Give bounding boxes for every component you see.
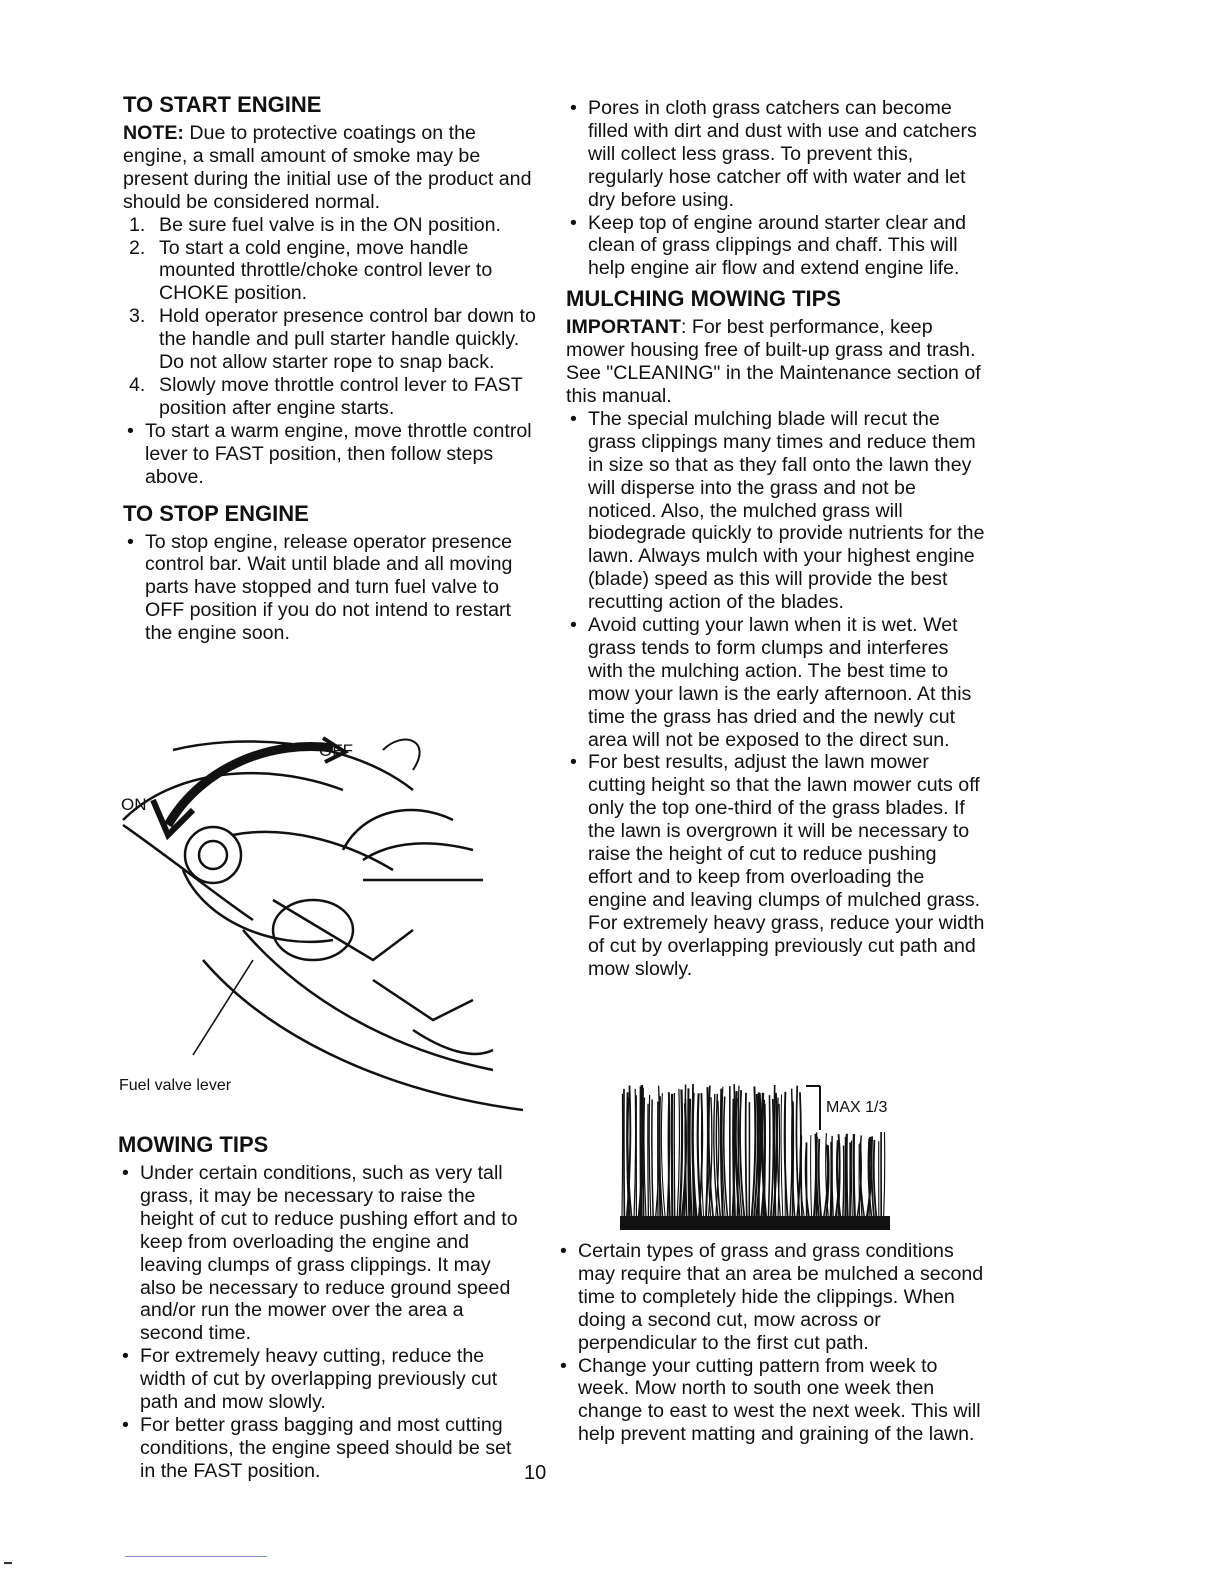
mowing-tip-text: For extremely heavy cutting, reduce the width of cut by overlapping previously cut path and mow slowly. xyxy=(140,1345,498,1414)
list-item xyxy=(556,1355,986,1447)
fuel-line xyxy=(363,843,473,860)
bottom-tip-text: Change your cutting pattern from week to week. Mow north to south one week then change to east to west the next week. This will help prevent matting and graining of the lawn. xyxy=(578,1354,981,1446)
grass-blade xyxy=(680,1089,682,1218)
grass-blade xyxy=(622,1094,623,1218)
grass-blade xyxy=(847,1134,848,1218)
max-label: MAX 1/3 xyxy=(826,1099,888,1116)
grass-blade xyxy=(781,1095,783,1218)
stop-engine-heading: TO STOP ENGINE xyxy=(123,500,309,526)
stop-item-text: To stop engine, release operator presence control bar. Wait until blade and all moving parts have stopped and turn fuel valve to OFF position if you do not intend to restart the engine soon. xyxy=(145,530,513,645)
grass-blade xyxy=(811,1135,812,1218)
mulch-tip-text: The special mulching blade will recut the grass clippings many times and reduce them in size so that as they fall onto the lawn they will disperse into the grass and not be noticed. Also, the mulched grass will biodegrade quickly to provide nutrients for the lawn. Always mulch with your highest engine (blade) speed as this will provide the best recutting action of the blades. xyxy=(588,407,985,614)
start-engine-heading: TO START ENGINE xyxy=(123,92,322,117)
list-item xyxy=(118,1414,528,1483)
step-number: 2. xyxy=(129,236,146,259)
step-number: 4. xyxy=(129,373,146,396)
grass-blade xyxy=(674,1093,675,1218)
list-item xyxy=(566,614,986,751)
bullet-icon: • xyxy=(560,1240,567,1262)
valve-knob-center xyxy=(199,841,227,869)
label-on: ON xyxy=(121,795,147,814)
valve-body xyxy=(233,832,393,870)
page-number: 10 xyxy=(524,1462,547,1484)
housing-arc xyxy=(243,930,493,1070)
grass-blade xyxy=(832,1136,833,1218)
mulching-heading: MULCHING MOWING TIPS xyxy=(566,286,841,312)
off-hook xyxy=(383,740,420,770)
mulch-tip-text: For best results, adjust the lawn mower cutting height so that the lawn mower cuts off only the top one-third of the grass blades. If the lawn is overgrown it will be necessary to raise the height of cut to reduce pushing effort and to keep from overloading the engine and leaving clumps of mulched grass. For extremely heavy grass, reduce your width of cut by overlapping previously cut path and mow slowly. xyxy=(588,751,985,980)
grass-blade xyxy=(641,1086,642,1218)
important-paragraph xyxy=(566,316,986,408)
fuel-valve-illustration xyxy=(113,730,533,1130)
label-off: OFF xyxy=(319,741,353,760)
mulch-tip-text: Avoid cutting your lawn when it is wet. Wet grass tends to form clumps and interferes with the mulching action. The best time to mow your lawn is the early afternoon. At this time the grass has dried and the newly cut area will not be exposed to the direct sun. xyxy=(588,614,972,751)
list-item xyxy=(118,1162,528,1345)
important-label: IMPORTANT xyxy=(566,316,682,339)
grass-blade xyxy=(851,1141,852,1218)
list-item xyxy=(123,531,543,646)
grass-blade xyxy=(884,1132,885,1218)
grass-blade xyxy=(819,1139,822,1218)
bullet-icon: • xyxy=(122,1413,129,1436)
mowing-tips-list xyxy=(118,1162,528,1483)
list-item xyxy=(566,97,986,212)
bullet-icon: • xyxy=(122,1345,129,1368)
step-number: 1. xyxy=(129,213,146,236)
step-number: 3. xyxy=(129,305,146,328)
soil-band xyxy=(620,1216,890,1230)
fuel-lever-pointer xyxy=(193,960,253,1055)
valve-knob xyxy=(185,827,241,883)
corner-mark xyxy=(4,1562,12,1564)
cutting-pattern-section xyxy=(556,1240,986,1446)
bullet-icon: • xyxy=(127,530,134,553)
catcher-tip-text: Keep top of engine around starter clear and clean of grass clippings and chaff. This will help engine air flow and extend engine life. xyxy=(588,211,966,280)
grass-blade xyxy=(874,1140,877,1218)
grass-blade xyxy=(768,1095,769,1218)
grass-blade xyxy=(746,1093,747,1218)
grass-blade xyxy=(800,1137,804,1218)
mowing-tip-text: Under certain conditions, such as very tall grass, it may be necessary to raise the height of cut to reduce pushing effort and to keep from overloading the engine and leaving clumps of grass clippings. It may also be necessary to reduce ground speed and/or run the mower over the area a second time. xyxy=(140,1162,518,1345)
grass-blade xyxy=(796,1086,799,1218)
grass-blade xyxy=(634,1089,636,1218)
step-text: Be sure fuel valve is in the ON position. xyxy=(159,213,501,236)
label-fuel-valve: Fuel valve lever xyxy=(119,1077,232,1094)
mowing-tips-section xyxy=(118,1132,528,1483)
stop-engine-list xyxy=(123,531,543,646)
bullet-icon: • xyxy=(570,97,577,119)
list-item xyxy=(123,374,543,420)
grass-blade xyxy=(854,1134,855,1218)
important-text: : For best performance, keep mower housing free of built-up grass and trash. See "CLEANING" in the Maintenance section of this manual. xyxy=(566,316,981,407)
bullet-icon: • xyxy=(570,614,577,637)
left-column xyxy=(123,92,543,645)
bullet-icon: • xyxy=(127,419,134,442)
list-item xyxy=(123,214,543,237)
catcher-tips-list xyxy=(566,97,986,280)
mowing-tips-heading: MOWING TIPS xyxy=(118,1132,269,1157)
step-text: Hold operator presence control bar down to the handle and pull starter handle quickly. Do not allow starter rope to snap back. xyxy=(159,305,536,374)
mowing-tip-text: For better grass bagging and most cutting conditions, the engine speed should be set in the FAST position. xyxy=(140,1413,512,1482)
list-item xyxy=(123,420,543,489)
note-label: NOTE: xyxy=(123,122,184,144)
grass-blade xyxy=(644,1097,646,1218)
mulching-tips-list xyxy=(566,408,986,981)
bottom-tips-list xyxy=(556,1240,986,1446)
carburetor xyxy=(273,900,353,960)
list-item xyxy=(123,305,543,374)
grass-blade xyxy=(689,1099,691,1218)
lever-part xyxy=(373,980,473,1020)
list-item xyxy=(566,751,986,980)
warm-start-text: To start a warm engine, move throttle control lever to FAST position, then follow steps above. xyxy=(145,419,532,488)
note-paragraph xyxy=(123,122,543,214)
bullet-icon: • xyxy=(570,211,577,234)
grass-blade xyxy=(649,1095,651,1218)
list-item xyxy=(118,1345,528,1414)
bullet-icon: • xyxy=(570,407,577,430)
start-steps-list xyxy=(123,214,543,420)
grass-blade xyxy=(801,1136,802,1218)
grass-blade xyxy=(677,1089,679,1218)
list-item xyxy=(566,212,986,281)
list-item xyxy=(123,237,543,306)
bottom-tip-text: Certain types of grass and grass conditions may require that an area be mulched a second time to completely hide the clippings. When doing a second cut, mow across or perpendicular to the first cut path. xyxy=(578,1240,984,1354)
grass-blade xyxy=(624,1089,625,1218)
bullet-icon: • xyxy=(560,1354,567,1377)
grass-blade xyxy=(648,1104,649,1218)
note-text: Due to protective coatings on the engine, a small amount of smoke may be present during the initial use of the product and should be considered normal. xyxy=(123,122,532,213)
warm-start-list xyxy=(123,420,543,489)
grass-height-illustration xyxy=(620,1080,920,1230)
grass-blade xyxy=(843,1145,844,1218)
grass-blade xyxy=(672,1094,673,1218)
footer-rule xyxy=(125,1556,267,1557)
bullet-icon: • xyxy=(122,1162,129,1184)
housing-arc xyxy=(203,960,523,1110)
grass-blade xyxy=(698,1093,701,1218)
right-column xyxy=(566,97,986,981)
grass-blade xyxy=(652,1099,653,1218)
list-item xyxy=(556,1240,986,1355)
step-text: To start a cold engine, move handle mounted throttle/choke control lever to CHOKE position. xyxy=(159,236,493,305)
catcher-tip-text: Pores in cloth grass catchers can become filled with dirt and dust with use and catchers will collect less grass. To prevent this, regularly hose catcher off with water and let dry before using. xyxy=(588,97,977,211)
grass-blade xyxy=(771,1099,774,1218)
bullet-icon: • xyxy=(570,751,577,774)
grass-blade xyxy=(859,1144,860,1218)
list-item xyxy=(566,408,986,614)
step-text: Slowly move throttle control lever to FAST position after engine starts. xyxy=(159,373,523,419)
